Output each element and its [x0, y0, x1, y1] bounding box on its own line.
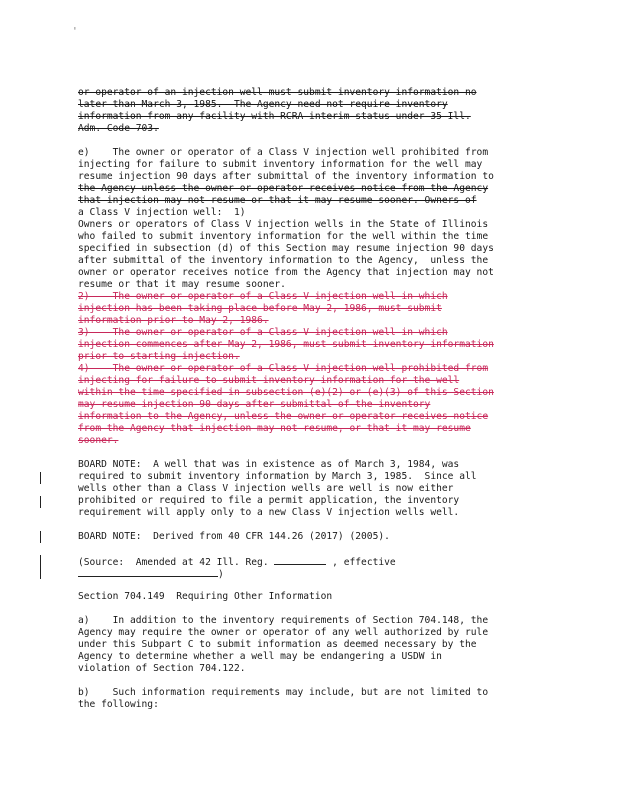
revision-bar — [40, 555, 41, 579]
deleted-line: 4) The owner or operator of a Class V injection well prohibited from — [78, 363, 489, 374]
subsection-e1-line: Owners or operators of Class V injection wells in the State of Illinois — [78, 219, 489, 230]
source-date-line — [78, 567, 224, 581]
board-note-derived: BOARD NOTE: Derived from 40 CFR 144.26 (2017) (2005). — [78, 531, 390, 542]
struck-line: Adm. Code 703. — [78, 123, 159, 134]
subsection-e1-line: who failed to submit inventory information for the well within the time — [78, 231, 489, 242]
subsection-b-line: b) Such information requirements may include, but are not limited to — [78, 687, 489, 698]
subsection-e-line: injecting for failure to submit inventory information for the well may — [78, 159, 483, 170]
subsection-a-line: a) In addition to the inventory requirements of Section 704.148, the — [78, 615, 489, 626]
board-note-line: wells other than a Class V injection wells are well is now either — [78, 483, 454, 494]
deleted-line: injecting for failure to submit inventory information for the well — [78, 375, 460, 386]
subsection-e-line: the Agency unless the owner or operator receives notice from the Agency — [78, 183, 489, 194]
deleted-line: sooner. — [78, 435, 119, 446]
subsection-a-line: Agency to determine whether a well may be endangering a USDW in — [78, 651, 442, 662]
page-mark: ' — [72, 26, 78, 37]
deleted-line: from the Agency that injection may not resume, or that it may resume — [78, 423, 471, 434]
struck-line: later than March 3, 1985. The Agency need not require inventory — [78, 99, 448, 110]
source-effective: , effective — [332, 557, 396, 568]
source-text: (Source: Amended at 42 Ill. Reg. — [78, 557, 275, 568]
deleted-line: injection has been taking place before May 2, 1986, must submit — [78, 303, 442, 314]
subsection-e-line: e) The owner or operator of a Class V injection well prohibited from — [78, 147, 489, 158]
deleted-line: within the time specified in subsection (e)(2) or (e)(3) of this Section — [78, 387, 494, 398]
deleted-line: may resume injection 90 days after submittal of the inventory — [78, 399, 431, 410]
subsection-e-line: that injection may not resume or that it may resume sooner. Owners of — [78, 195, 477, 206]
subsection-e-line: a Class V injection well: 1) — [78, 207, 246, 218]
deleted-line: information prior to May 2, 1986. — [78, 315, 269, 326]
struck-line: information from any facility with RCRA interim status under 35 Ill. — [78, 111, 471, 122]
board-note-line: requirement will apply only to a new Class V injection wells well. — [78, 507, 460, 518]
deleted-line: 3) The owner or operator of a Class V injection well in which — [78, 327, 448, 338]
struck-line: or operator of an injection well must submit inventory information no — [78, 87, 477, 98]
subsection-e1-line: after submittal of the inventory information to the Agency, unless the — [78, 255, 489, 266]
revision-bar — [40, 531, 41, 543]
subsection-a-line: Agency may require the owner or operator of any well authorized by rule — [78, 627, 489, 638]
board-note-line: required to submit inventory information by March 3, 1985. Since all — [78, 471, 477, 482]
blank-reg-number — [274, 555, 326, 565]
subsection-e1-line: resume or that it may resume sooner. — [78, 279, 286, 290]
section-heading: Section 704.149 Requiring Other Information — [78, 591, 333, 602]
blank-effective-date — [78, 567, 218, 577]
board-note-line: BOARD NOTE: A well that was in existence as of March 3, 1984, was — [78, 459, 460, 470]
subsection-a-line: violation of Section 704.122. — [78, 663, 246, 674]
deleted-line: injection commences after May 2, 1986, must submit inventory information — [78, 339, 494, 350]
subsection-b-line: the following: — [78, 699, 159, 710]
deleted-line: prior to starting injection. — [78, 351, 240, 362]
revision-bar — [40, 496, 41, 508]
deleted-line: 2) The owner or operator of a Class V injection well in which — [78, 291, 448, 302]
board-note-line: prohibited or required to file a permit application, the inventory — [78, 495, 460, 506]
subsection-a-line: under this Subpart C to submit information as deemed necessary by the — [78, 639, 477, 650]
subsection-e-line: resume injection 90 days after submittal of the inventory information to — [78, 171, 494, 182]
subsection-e1-line: specified in subsection (d) of this Section may resume injection 90 days — [78, 243, 494, 254]
subsection-e1-line: owner or operator receives notice from the Agency that injection may not — [78, 267, 494, 278]
source-close-paren: ) — [218, 569, 224, 580]
revision-bar — [40, 472, 41, 484]
deleted-line: information to the Agency, unless the owner or operator receives notice — [78, 411, 489, 422]
